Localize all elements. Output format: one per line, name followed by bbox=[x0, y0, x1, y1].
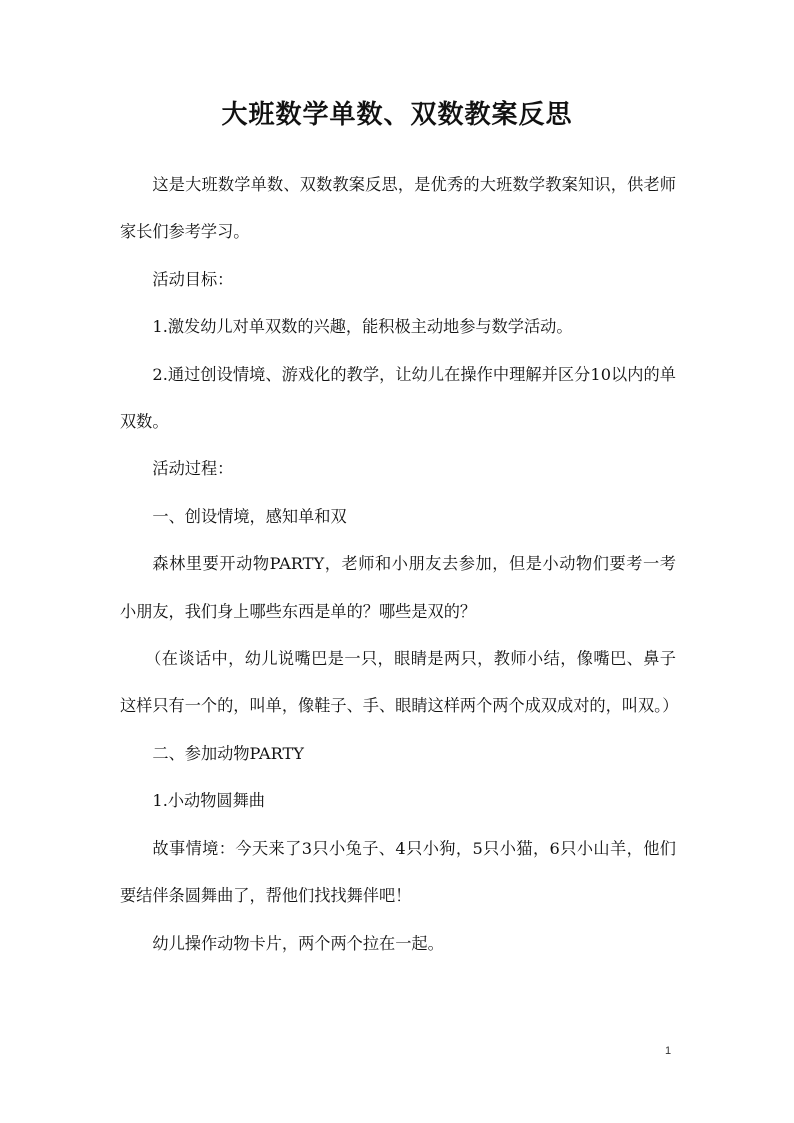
document-body bbox=[120, 161, 679, 967]
paragraph-story-situation: 故事情境：今天来了3只小兔子、4只小狗，5只小猫，6只小山羊，他们要结伴条圆舞曲了，帮他们找找舞伴吧！ bbox=[120, 838, 676, 906]
paragraph-step-1-heading: 一、创设情境，感知单和双 bbox=[152, 506, 347, 526]
document-title: 大班数学单数、双数教案反思 bbox=[221, 100, 573, 130]
paragraph-forest-party: 森林里要开动物PARTY，老师和小朋友去参加，但是小动物们要考一考小朋友，我们身上哪些东西是单的？哪些是双的？ bbox=[120, 554, 676, 621]
paragraph-goals-heading: 活动目标： bbox=[152, 269, 234, 289]
paragraph-intro: 这是大班数学单数、双数教案反思，是优秀的大班数学教案知识，供老师家长们参考学习。 bbox=[120, 175, 676, 242]
paragraph-step-2-heading: 二、参加动物PARTY bbox=[152, 743, 304, 763]
page-number: 1 bbox=[664, 1045, 672, 1057]
paragraph-process-heading: 活动过程： bbox=[152, 459, 234, 479]
paragraph-dance-heading: 1.小动物圆舞曲 bbox=[152, 791, 265, 811]
paragraph-goal-2: 2.通过创设情境、游戏化的教学，让幼儿在操作中理解并区分10以内的单双数。 bbox=[120, 364, 676, 432]
paragraph-conversation-note: （在谈话中，幼儿说嘴巴是一只，眼睛是两只，教师小结，像嘴巴、鼻子这样只有一个的，叫单，像鞋子、手、眼睛这样两个两个成双成对的，叫双。） bbox=[120, 649, 679, 716]
paragraph-card-operation: 幼儿操作动物卡片，两个两个拉在一起。 bbox=[152, 933, 444, 953]
paragraph-goal-1: 1.激发幼儿对单双数的兴趣，能积极主动地参与数学活动。 bbox=[152, 317, 573, 337]
